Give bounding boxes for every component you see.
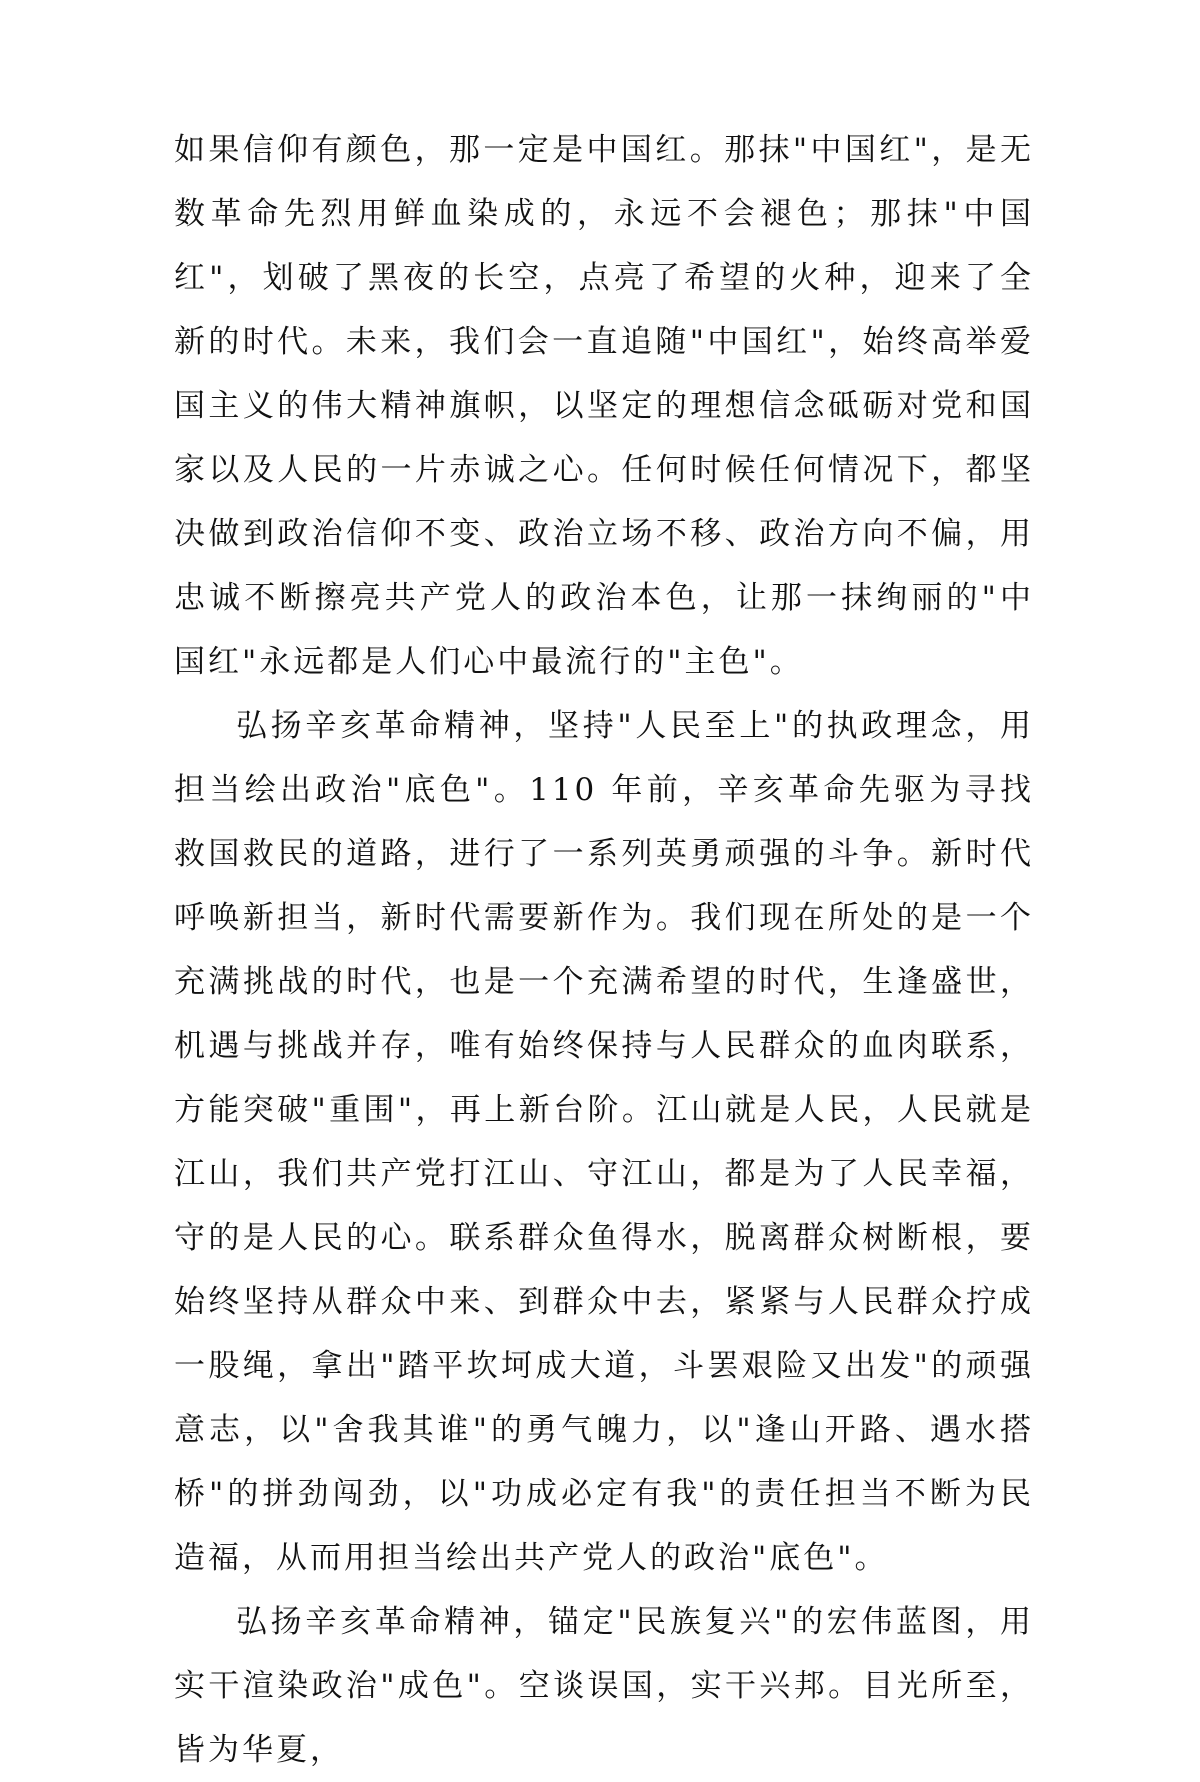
document-body	[174, 118, 1034, 1782]
paragraph-3: 弘扬辛亥革命精神，锚定"民族复兴"的宏伟蓝图，用实干渲染政治"成色"。空谈误国，实干兴邦。目光所至，皆为华夏，	[174, 1604, 1034, 1768]
paragraph-1: 如果信仰有颜色，那一定是中国红。那抹"中国红"，是无数革命先烈用鲜血染成的，永远不会褪色；那抹"中国红"，划破了黑夜的长空，点亮了希望的火种，迎来了全新的时代。未来，我们会一直追随"中国红"，始终高举爱国主义的伟大精神旗帜，以坚定的理想信念砥砺对党和国家以及人民的一片赤诚之心。任何时候任何情况下，都坚决做到政治信仰不变、政治立场不移、政治方向不偏，用忠诚不断擦亮共产党人的政治本色，让那一抹绚丽的"中国红"永远都是人们心中最流行的"主色"。	[174, 132, 1034, 680]
paragraph-2: 弘扬辛亥革命精神，坚持"人民至上"的执政理念，用担当绘出政治"底色"。110 年前，辛亥革命先驱为寻找救国救民的道路，进行了一系列英勇顽强的斗争。新时代呼唤新担当，新时代需要新作为。我们现在所处的是一个充满挑战的时代，也是一个充满希望的时代，生逢盛世，机遇与挑战并存，唯有始终保持与人民群众的血肉联系，方能突破"重围"，再上新台阶。江山就是人民，人民就是江山，我们共产党打江山、守江山，都是为了人民幸福，守的是人民的心。联系群众鱼得水，脱离群众树断根，要始终坚持从群众中来、到群众中去，紧紧与人民群众拧成一股绳，拿出"踏平坎坷成大道，斗罢艰险又出发"的顽强意志，以"舍我其谁"的勇气魄力，以"逢山开路、遇水搭桥"的拼劲闯劲，以"功成必定有我"的责任担当不断为民造福，从而用担当绘出共产党人的政治"底色"。	[174, 708, 1034, 1576]
